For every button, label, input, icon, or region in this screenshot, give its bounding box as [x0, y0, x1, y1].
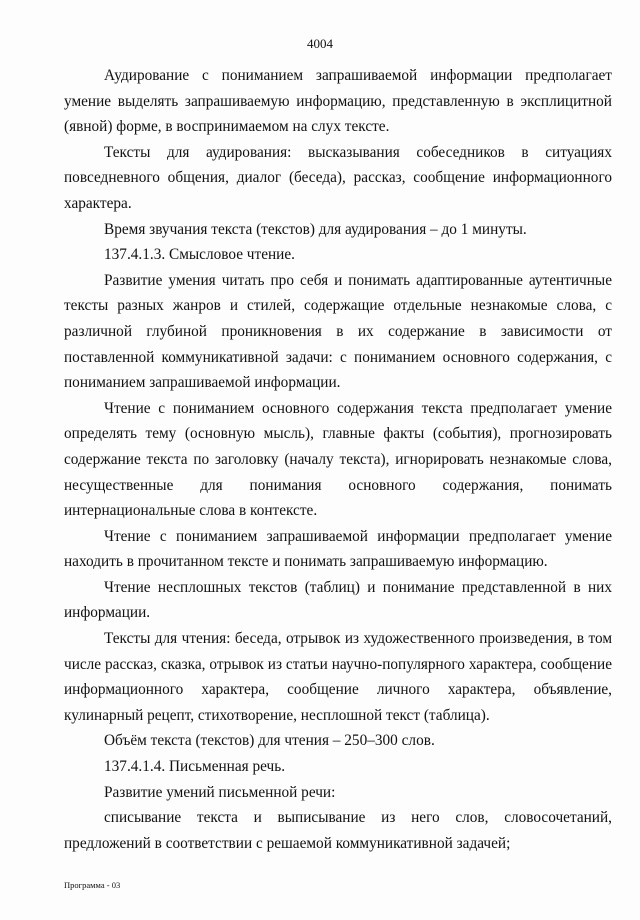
paragraph-listening-info: Аудирование с пониманием запрашиваемой информации предполагает умение выделять запрашиваемую информацию, представленную в эксплицитной (явной) форме, в воспринимаемом на слух тексте. — [64, 67, 612, 136]
section-heading-writing: 137.4.1.4. Письменная речь. — [104, 758, 286, 776]
paragraph-writing-copying: списывание текста и выписывание из него слов, словосочетаний, предложений в соответствии с решаемой коммуникативной задачей; — [64, 809, 612, 852]
paragraph-reading-skills: Развитие умения читать про себя и понимать адаптированные аутентичные тексты разных жанров и стилей, содержащие отдельные незнакомые слова, с различной глубиной проникновения в их содержание в зависимости от поставленной коммуникативной задачи: с пониманием основного содержания, с пониманием запрашиваемой информации. — [64, 271, 612, 392]
paragraph-reading-texts: Тексты для чтения: беседа, отрывок из художественного произведения, в том числе рассказ, сказка, отрывок из статьи научно-популярного характера, сообщение информационного характера, сообщение личного характера, объявление, кулинарный рецепт, стихотворение, несплошной текст (таблица). — [64, 630, 612, 724]
page-number: 4004 — [307, 36, 333, 51]
document-body — [64, 63, 612, 856]
paragraph-reading-main-content: Чтение с пониманием основного содержания текста предполагает умение определять тему (основную мысль), главные факты (события), прогнозировать содержание текста по заголовку (началу текста), игнорировать незнакомые слова, несущественные для понимания основного содержания, понимать интернациональные слова в контексте. — [64, 399, 612, 520]
paragraph-reading-volume: Объём текста (текстов) для чтения – 250–300 слов. — [104, 732, 435, 750]
paragraph-reading-tables: Чтение несплошных текстов (таблиц) и понимание представленной в них информации. — [64, 578, 612, 622]
paragraph-listening-texts: Тексты для аудирования: высказывания собеседников в ситуациях повседневного общения, диалог (беседа), рассказ, сообщение информационного характера. — [64, 143, 612, 212]
page-footer: Программа - 03 — [64, 880, 121, 890]
paragraph-writing-intro: Развитие умений письменной речи: — [104, 783, 336, 801]
paragraph-listening-time: Время звучания текста (текстов) для аудирования – до 1 минуты. — [104, 220, 527, 238]
section-heading-reading: 137.4.1.3. Смысловое чтение. — [104, 246, 295, 264]
paragraph-reading-requested-info: Чтение с пониманием запрашиваемой информации предполагает умение находить в прочитанном тексте и понимать запрашиваемую информацию. — [64, 527, 612, 571]
